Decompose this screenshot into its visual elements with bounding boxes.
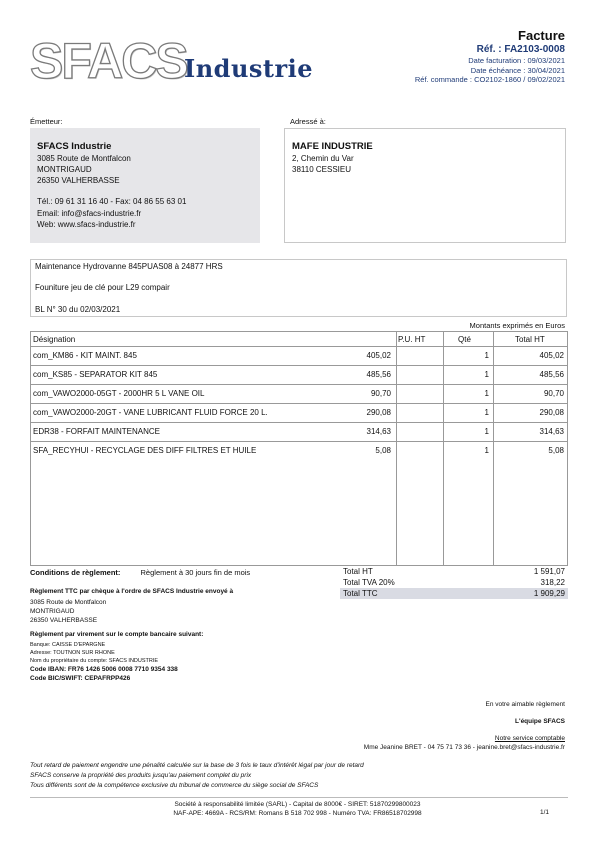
note-line-1: Maintenance Hydrovanne 845PUAS08 à 24877 HRS [35, 262, 223, 271]
total-ttc-label: Total TTC [343, 589, 378, 598]
transfer-title: Règlement par virement sur le compte bancaire suivant: [30, 631, 204, 638]
bic-code: Code BIC/SWIFT: CEPAFRPP426 [30, 675, 131, 682]
row-total: 290,08 [539, 408, 564, 417]
cheque-address-2: MONTRIGAUD [30, 608, 75, 615]
table-row [31, 366, 567, 384]
row-unit-price: 290,08 [366, 408, 391, 417]
logo-main-text: SFACS [30, 33, 187, 89]
total-tva-label: Total TVA 20% [343, 578, 395, 587]
total-ttc-value: 1 909,29 [533, 589, 565, 598]
table-row [31, 385, 567, 403]
row-designation: com_KM86 - KIT MAINT. 845 [33, 351, 137, 360]
document-title: Facture [518, 28, 565, 43]
row-quantity: 1 [484, 408, 489, 417]
cheque-address-1: 3085 Route de Montfalcon [30, 599, 107, 606]
row-unit-price: 405,02 [366, 351, 391, 360]
table-row [31, 347, 567, 365]
total-tva-value: 318,22 [540, 578, 565, 587]
note-line-2: Founiture jeu de clé pour L29 compair [35, 283, 170, 292]
emitter-label: Émetteur: [30, 117, 63, 126]
total-ht-value: 1 591,07 [533, 567, 565, 576]
items-table [30, 331, 568, 566]
row-unit-price: 485,56 [366, 370, 391, 379]
conditions-value: Règlement à 30 jours fin de mois [140, 568, 251, 577]
row-designation: com_KS85 - SEPARATOR KIT 845 [33, 370, 158, 379]
legal-line-1: Tout retard de paiement engendre une pénalité calculée sur la base de 3 fois le taux d'intérêt légal par jour de retard [30, 762, 364, 769]
recipient-name: MAFE INDUSTRIE [292, 141, 373, 152]
total-tva-row [340, 577, 568, 588]
notes-box [30, 259, 567, 317]
account-owner: Nom du propriétaire du compte: SFACS INDUSTRIE [30, 658, 159, 664]
logo-sub-text: Industrie [184, 54, 314, 83]
payment-conditions [30, 568, 250, 577]
due-date: Date échéance : 30/04/2021 [470, 65, 565, 75]
header-total: Total HT [515, 335, 545, 344]
accounting-contact: Mme Jeanine BRET - 04 75 71 73 36 - jeanine.bret@sfacs-industrie.fr [363, 744, 565, 751]
recipient-address-2: 38110 CESSIEU [292, 165, 351, 174]
emitter-email: Email: info@sfacs-industrie.fr [37, 209, 142, 218]
recipient-box [284, 128, 566, 243]
emitter-name: SFACS Industrie [37, 141, 112, 152]
row-total: 405,02 [539, 351, 564, 360]
emitter-address-1: 3085 Route de Montfalcon [37, 154, 131, 163]
iban-code: Code IBAN: FR76 1426 5006 0008 7710 9354 338 [30, 666, 178, 673]
bank-name: Banque: CAISSE D'EPARGNE [30, 642, 106, 648]
emitter-website: Web: www.sfacs-industrie.fr [37, 220, 136, 229]
note-line-3: BL N° 30 du 02/03/2021 [35, 305, 121, 314]
invoice-header [415, 28, 565, 85]
company-logo [30, 33, 314, 94]
table-row [31, 442, 567, 460]
row-quantity: 1 [484, 446, 489, 455]
footer-line-1: Société à responsabilité limitée (SARL) - Capital de 8000€ - SIRET: 51870299800023 [174, 801, 421, 808]
team-signature: L'équipe SFACS [515, 718, 565, 725]
row-total: 485,56 [539, 370, 564, 379]
legal-line-3: Tous différents sont de la compétence exclusive du tribunal de commerce du siège social de SFACS [30, 782, 319, 789]
bank-address: Adresse: TOUTNON SUR RHONE [30, 650, 115, 656]
currency-note: Montants exprimés en Euros [469, 321, 565, 330]
row-designation: EDR38 - FORFAIT MAINTENANCE [33, 427, 160, 436]
row-unit-price: 314,63 [366, 427, 391, 436]
invoice-date: Date facturation : 09/03/2021 [468, 56, 565, 65]
legal-notice [30, 761, 364, 791]
row-unit-price: 5,08 [375, 446, 391, 455]
totals-block [340, 566, 568, 599]
row-designation: com_VAWO2000-05GT - 2000HR 5 L VANE OIL [33, 389, 205, 398]
invoice-reference: Réf. : FA2103-0008 [476, 44, 565, 55]
recipient-address-1: 2, Chemin du Var [292, 154, 354, 163]
row-quantity: 1 [484, 351, 489, 360]
emitter-phone: Tél.: 09 61 31 16 40 - Fax: 04 86 55 63 01 [37, 197, 187, 206]
greeting-text: En votre aimable règlement [485, 701, 565, 708]
legal-line-2: SFACS conserve la propriété des produits jusqu'au paiement complet du prix [30, 772, 252, 779]
header-designation: Désignation [33, 335, 76, 344]
row-quantity: 1 [484, 427, 489, 436]
order-reference: Réf. commande : CO2102-1860 / 09/02/2021 [414, 75, 565, 84]
total-ht-row [340, 566, 568, 577]
conditions-label: Conditions de règlement: [30, 568, 121, 577]
header-unit-price: P.U. HT [398, 335, 426, 344]
row-unit-price: 90,70 [370, 389, 391, 398]
row-total: 5,08 [548, 446, 564, 455]
row-designation: com_VAWO2000-20GT - VANE LUBRICANT FLUID FORCE 20 L. [33, 408, 268, 417]
cheque-address-3: 26350 VALHERBASSE [30, 617, 98, 624]
cheque-title: Règlement TTC par chèque à l'ordre de SFACS Industrie envoyé à [30, 588, 234, 595]
row-total: 90,70 [543, 389, 564, 398]
emitter-box [30, 128, 260, 243]
accounting-service: Notre service comptable [494, 735, 565, 742]
total-ht-label: Total HT [343, 567, 373, 576]
emitter-address-3: 26350 VALHERBASSE [37, 176, 120, 185]
page-number: 1/1 [539, 809, 549, 816]
emitter-address-2: MONTRIGAUD [37, 165, 92, 174]
table-row [31, 423, 567, 441]
row-quantity: 1 [484, 389, 489, 398]
row-quantity: 1 [484, 370, 489, 379]
footer-line-2: NAF-APE: 4669A - RCS/RM: Romans B 518 702 998 - Numéro TVA: FR86518702998 [173, 810, 422, 817]
footer-divider [30, 797, 568, 798]
recipient-label: Adressé à: [290, 117, 326, 126]
total-ttc-row [340, 588, 568, 599]
row-total: 314,63 [539, 427, 564, 436]
table-row [31, 404, 567, 422]
header-quantity: Qté [458, 335, 471, 344]
row-designation: SFA_RECYHUI - RECYCLAGE DES DIFF FILTRES ET HUILE [33, 446, 257, 455]
